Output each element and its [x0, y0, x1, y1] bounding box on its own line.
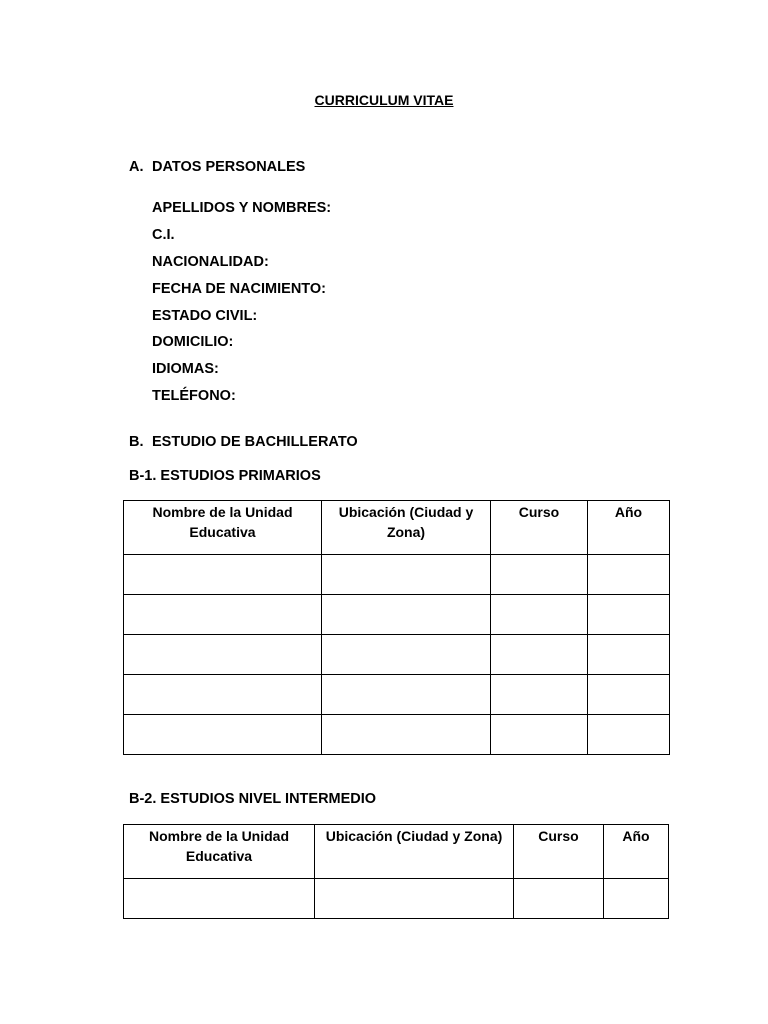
- table-cell[interactable]: [588, 595, 670, 635]
- table-row: [124, 595, 670, 635]
- table-cell[interactable]: [315, 879, 514, 919]
- table-cell[interactable]: [124, 635, 322, 675]
- table-cell[interactable]: [124, 555, 322, 595]
- column-header-ubicacion: Ubicación (Ciudad y Zona): [322, 501, 491, 555]
- table-header-row: [124, 825, 669, 879]
- table-header-row: [124, 501, 670, 555]
- field-estado-civil: ESTADO CIVIL:: [152, 307, 258, 324]
- column-header-unidad-educativa: Nombre de la Unidad Educativa: [124, 825, 315, 879]
- section-a-letter: A.: [129, 159, 144, 175]
- field-domicilio: DOMICILIO:: [152, 334, 234, 351]
- intermediate-studies-table: [123, 824, 669, 919]
- table-row: [124, 635, 670, 675]
- table-cell[interactable]: [588, 635, 670, 675]
- table-cell[interactable]: [322, 555, 491, 595]
- table-cell[interactable]: [588, 555, 670, 595]
- table-cell[interactable]: [588, 715, 670, 755]
- column-header-ano: Año: [604, 825, 669, 879]
- section-a-heading: [129, 159, 305, 175]
- column-header-unidad-educativa: Nombre de la Unidad Educativa: [124, 501, 322, 555]
- table-cell[interactable]: [491, 715, 588, 755]
- b1-heading: B-1. ESTUDIOS PRIMARIOS: [129, 468, 321, 484]
- section-b-title: ESTUDIO DE BACHILLERATO: [152, 434, 358, 450]
- field-idiomas: IDIOMAS:: [152, 361, 219, 378]
- table-row: [124, 879, 669, 919]
- field-fecha-nacimiento: FECHA DE NACIMIENTO:: [152, 280, 326, 297]
- table-cell[interactable]: [124, 879, 315, 919]
- field-telefono: TELÉFONO:: [152, 388, 236, 405]
- field-ci: C.I.: [152, 226, 175, 243]
- column-header-curso: Curso: [491, 501, 588, 555]
- section-b-letter: B.: [129, 434, 144, 450]
- section-a-title: DATOS PERSONALES: [152, 159, 306, 175]
- table-row: [124, 715, 670, 755]
- table-cell[interactable]: [124, 715, 322, 755]
- column-header-curso: Curso: [514, 825, 604, 879]
- table-cell[interactable]: [322, 595, 491, 635]
- table-cell[interactable]: [491, 675, 588, 715]
- personal-data-fields: [152, 200, 331, 415]
- table-cell[interactable]: [491, 595, 588, 635]
- column-header-ubicacion: Ubicación (Ciudad y Zona): [315, 825, 514, 879]
- table-cell[interactable]: [124, 595, 322, 635]
- table-cell[interactable]: [124, 675, 322, 715]
- column-header-ano: Año: [588, 501, 670, 555]
- document-title: CURRICULUM VITAE: [314, 92, 454, 108]
- primary-studies-table: [123, 500, 670, 755]
- table-cell[interactable]: [588, 675, 670, 715]
- table-cell[interactable]: [491, 555, 588, 595]
- field-apellidos-nombres: APELLIDOS Y NOMBRES:: [152, 200, 332, 216]
- table-cell[interactable]: [322, 675, 491, 715]
- field-nacionalidad: NACIONALIDAD:: [152, 253, 269, 270]
- table-cell[interactable]: [322, 715, 491, 755]
- section-b-heading: [129, 434, 358, 450]
- table-row: [124, 675, 670, 715]
- table-row: [124, 555, 670, 595]
- table-cell[interactable]: [491, 635, 588, 675]
- table-cell[interactable]: [322, 635, 491, 675]
- table-cell[interactable]: [514, 879, 604, 919]
- table-cell[interactable]: [604, 879, 669, 919]
- b2-heading: B-2. ESTUDIOS NIVEL INTERMEDIO: [129, 791, 377, 807]
